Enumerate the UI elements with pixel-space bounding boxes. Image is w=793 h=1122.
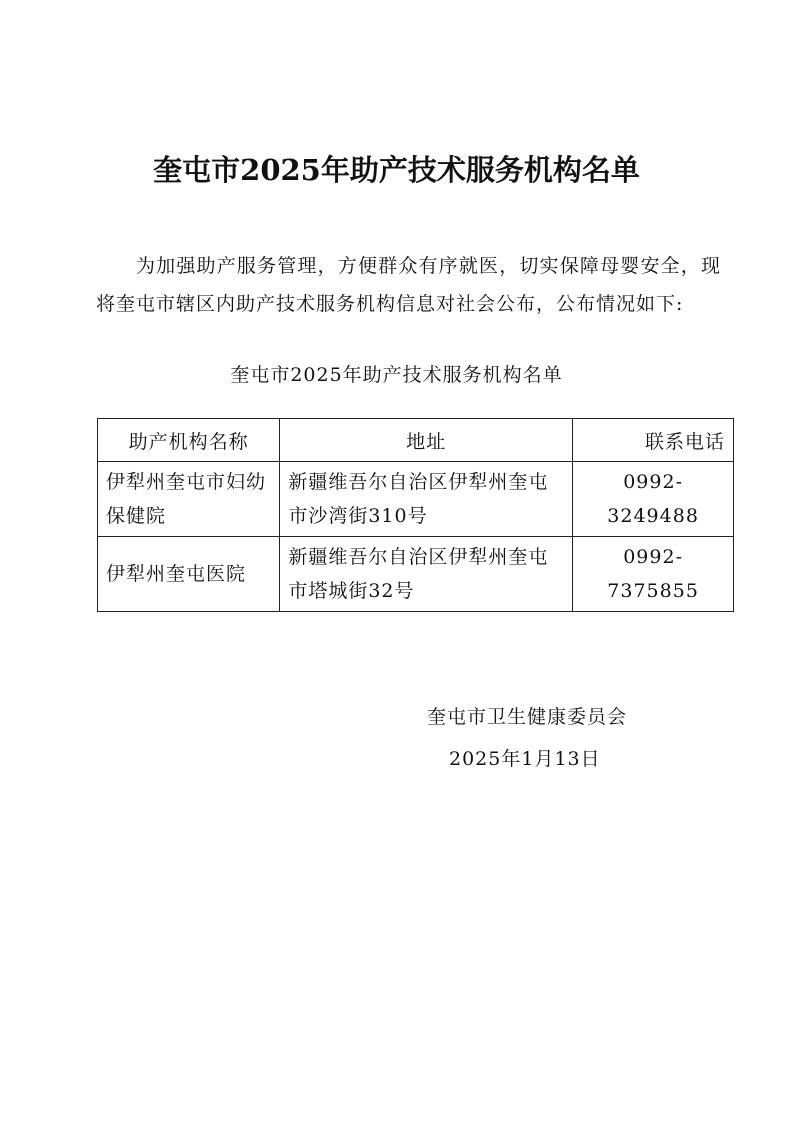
document-title: 奎屯市2025年助产技术服务机构名单 [153,153,640,187]
institution-address: 新疆维吾尔自治区伊犁州奎屯市塔城街32号 [280,537,573,612]
table-row [98,537,734,612]
intro-paragraph: 为加强助产服务管理，方便群众有序就医，切实保障母婴安全，现将奎屯市辖区内助产技术服务机构信息对社会公布，公布情况如下: [96,255,721,315]
header-name: 助产机构名称 [98,419,280,462]
signature-organization: 奎屯市卫生健康委员会 [427,706,628,728]
table-caption: 奎屯市2025年助产技术服务机构名单 [230,364,563,386]
institution-name: 伊犁州奎屯市妇幼保健院 [98,462,280,537]
signature-date: 2025年1月13日 [449,748,601,770]
header-address: 地址 [280,419,573,462]
institution-phone: 0992-3249488 [573,462,734,537]
institution-name: 伊犁州奎屯医院 [98,537,280,612]
table-row [98,462,734,537]
institution-table [97,418,734,612]
table-header-row [98,419,734,462]
header-phone: 联系电话 [573,419,734,462]
institution-phone: 0992-7375855 [573,537,734,612]
institution-address: 新疆维吾尔自治区伊犁州奎屯市沙湾街310号 [280,462,573,537]
